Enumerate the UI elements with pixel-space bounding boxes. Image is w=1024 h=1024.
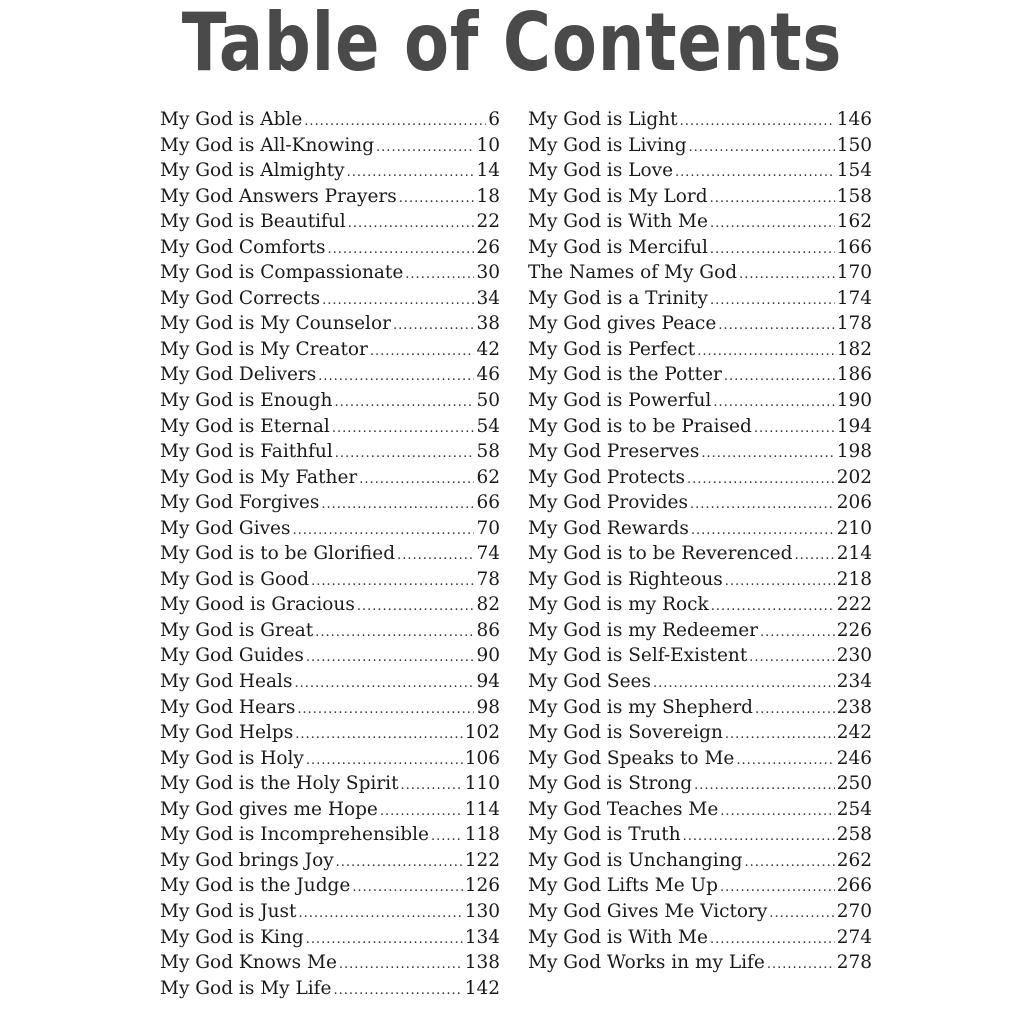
toc-entry-title: My God Corrects bbox=[160, 287, 321, 309]
toc-entry bbox=[160, 592, 500, 618]
dot-leader bbox=[713, 390, 834, 416]
toc-entry-title: My God Speaks to Me bbox=[528, 747, 735, 769]
toc-entry-page: 190 bbox=[836, 390, 872, 412]
toc-entry-page: 134 bbox=[464, 926, 500, 948]
toc-entry-page: 206 bbox=[836, 492, 872, 514]
toc-entry-page: 166 bbox=[836, 236, 872, 258]
toc-entry bbox=[528, 286, 872, 312]
dot-leader bbox=[687, 467, 835, 493]
toc-entry-title: My God Comforts bbox=[160, 236, 326, 258]
toc-entry-title: My God is Faithful bbox=[160, 441, 333, 463]
dot-leader bbox=[370, 339, 475, 365]
toc-entry-page: 34 bbox=[476, 287, 500, 309]
toc-entry-page: 58 bbox=[476, 441, 500, 463]
toc-entry-title: My God is Compassionate bbox=[160, 262, 404, 284]
dot-leader bbox=[335, 441, 475, 467]
toc-entry-title: My God is Holy bbox=[160, 747, 304, 769]
toc-entry-page: 214 bbox=[836, 543, 872, 565]
dot-leader bbox=[397, 543, 474, 569]
toc-entry-page: 154 bbox=[836, 160, 872, 182]
toc-entry bbox=[160, 976, 500, 1002]
toc-entry-page: 18 bbox=[476, 185, 500, 207]
toc-entry bbox=[160, 771, 500, 797]
dot-leader bbox=[710, 927, 835, 953]
toc-entry bbox=[528, 133, 872, 159]
toc-entry bbox=[160, 439, 500, 465]
dot-leader bbox=[769, 901, 834, 927]
toc-entry-title: My God gives me Hope bbox=[160, 798, 378, 820]
toc-entry-page: 262 bbox=[836, 849, 872, 871]
toc-entry-title: My God is Incomprehensible bbox=[160, 824, 429, 846]
toc-entry-title: My God is to be Glorified bbox=[160, 543, 396, 565]
toc-entry bbox=[160, 184, 500, 210]
toc-entry-title: My God is My Counselor bbox=[160, 313, 391, 335]
toc-entry-page: 98 bbox=[476, 696, 500, 718]
toc-entry bbox=[528, 158, 872, 184]
toc-entry-page: 266 bbox=[836, 875, 872, 897]
toc-entry-page: 38 bbox=[476, 313, 500, 335]
toc-entry bbox=[160, 414, 500, 440]
toc-entry-page: 78 bbox=[476, 568, 500, 590]
toc-entry-page: 198 bbox=[836, 441, 872, 463]
toc-entry bbox=[528, 643, 872, 669]
toc-entry bbox=[528, 260, 872, 286]
toc-entry bbox=[160, 388, 500, 414]
dot-leader bbox=[431, 824, 463, 850]
toc-entry-page: 62 bbox=[476, 466, 500, 488]
toc-entry bbox=[160, 362, 500, 388]
toc-entry bbox=[528, 695, 872, 721]
dot-leader bbox=[306, 927, 463, 953]
toc-entry bbox=[160, 516, 500, 542]
dot-leader bbox=[697, 339, 834, 365]
toc-entry-title: My God Provides bbox=[528, 492, 688, 514]
toc-right-column bbox=[528, 107, 872, 976]
dot-leader bbox=[710, 237, 835, 263]
toc-entry bbox=[528, 337, 872, 363]
toc-entry-page: 22 bbox=[476, 211, 500, 233]
toc-entry-title: My God is Strong bbox=[528, 773, 693, 795]
toc-entry-title: My God is Sovereign bbox=[528, 722, 723, 744]
dot-leader bbox=[401, 773, 463, 799]
toc-entry-title: My God is My Creator bbox=[160, 338, 368, 360]
dot-leader bbox=[689, 135, 835, 161]
toc-entry-page: 74 bbox=[476, 543, 500, 565]
toc-entry bbox=[160, 822, 500, 848]
toc-entry-title: My God is Powerful bbox=[528, 390, 712, 412]
toc-entry-title: My God is my Rock bbox=[528, 594, 709, 616]
dot-leader bbox=[694, 773, 835, 799]
toc-entry bbox=[160, 746, 500, 772]
toc-entry bbox=[528, 873, 872, 899]
toc-entry bbox=[528, 439, 872, 465]
toc-entry bbox=[528, 720, 872, 746]
dot-leader bbox=[725, 722, 835, 748]
dot-leader bbox=[315, 620, 474, 646]
toc-entry-page: 234 bbox=[836, 671, 872, 693]
toc-entry bbox=[160, 643, 500, 669]
toc-entry-page: 194 bbox=[836, 415, 872, 437]
toc-entry bbox=[160, 950, 500, 976]
toc-entry-page: 186 bbox=[836, 364, 872, 386]
toc-entry-page: 86 bbox=[476, 619, 500, 641]
dot-leader bbox=[318, 364, 474, 390]
toc-entry bbox=[160, 899, 500, 925]
toc-entry-title: My God Delivers bbox=[160, 364, 317, 386]
dot-leader bbox=[339, 952, 463, 978]
toc-entry bbox=[160, 567, 500, 593]
toc-entry bbox=[160, 873, 500, 899]
toc-entry-title: My God is to be Praised bbox=[528, 415, 752, 437]
toc-entry-title: My God is With Me bbox=[528, 211, 708, 233]
dot-leader bbox=[710, 288, 835, 314]
toc-entry bbox=[160, 107, 500, 133]
toc-entry bbox=[528, 107, 872, 133]
toc-entry bbox=[528, 771, 872, 797]
toc-entry bbox=[160, 695, 500, 721]
dot-leader bbox=[393, 313, 475, 339]
dot-leader bbox=[755, 697, 835, 723]
dot-leader bbox=[347, 160, 475, 186]
toc-entry-page: 46 bbox=[476, 364, 500, 386]
toc-entry-title: My God is a Trinity bbox=[528, 287, 708, 309]
toc-entry-title: My God is Able bbox=[160, 109, 303, 130]
toc-entry-page: 114 bbox=[464, 798, 500, 820]
toc-entry-title: My God gives Peace bbox=[528, 313, 717, 335]
toc-entry bbox=[528, 925, 872, 951]
dot-leader bbox=[322, 288, 474, 314]
dot-leader bbox=[691, 518, 835, 544]
toc-entry-title: My God is Living bbox=[528, 134, 687, 156]
toc-entry bbox=[160, 209, 500, 235]
toc-entry bbox=[528, 592, 872, 618]
dot-leader bbox=[304, 109, 486, 135]
dot-leader bbox=[352, 875, 462, 901]
toc-entry bbox=[528, 490, 872, 516]
toc-entry bbox=[528, 822, 872, 848]
toc-entry-page: 158 bbox=[836, 185, 872, 207]
toc-entry-page: 70 bbox=[476, 517, 500, 539]
toc-entry-title: My God is Truth bbox=[528, 824, 681, 846]
dot-leader bbox=[749, 645, 834, 671]
toc-entry-page: 14 bbox=[476, 160, 500, 182]
dot-leader bbox=[399, 186, 475, 212]
toc-entry-page: 250 bbox=[836, 773, 872, 795]
dot-leader bbox=[760, 620, 835, 646]
toc-entry-title: My God is Righteous bbox=[528, 568, 723, 590]
dot-leader bbox=[405, 262, 474, 288]
dot-leader bbox=[675, 160, 835, 186]
toc-entry-title: My God is With Me bbox=[528, 926, 708, 948]
toc-entry-page: 226 bbox=[836, 619, 872, 641]
toc-entry-title: My God is the Potter bbox=[528, 364, 722, 386]
toc-entry-title: My God is My Lord bbox=[528, 185, 708, 207]
dot-leader bbox=[293, 518, 475, 544]
toc-entry-title: My God Helps bbox=[160, 722, 294, 744]
toc-entry bbox=[160, 618, 500, 644]
toc-entry-title: My God Works in my Life bbox=[528, 952, 765, 974]
toc-entry bbox=[160, 669, 500, 695]
toc-entry bbox=[160, 541, 500, 567]
toc-entry-page: 26 bbox=[476, 236, 500, 258]
dot-leader bbox=[332, 416, 475, 442]
toc-entry bbox=[160, 490, 500, 516]
toc-entry-page: 210 bbox=[836, 517, 872, 539]
dot-leader bbox=[334, 390, 474, 416]
toc-entry bbox=[528, 746, 872, 772]
toc-entry-title: My God is Almighty bbox=[160, 160, 345, 182]
toc-entry-title: My God is to be Reverenced bbox=[528, 543, 793, 565]
dot-leader bbox=[701, 441, 834, 467]
toc-entry-page: 82 bbox=[476, 594, 500, 616]
toc-entry-title: My God is the Judge bbox=[160, 875, 351, 897]
toc-entry-page: 30 bbox=[476, 262, 500, 284]
toc-entry-title: My God is All-Knowing bbox=[160, 134, 375, 156]
toc-entry-page: 150 bbox=[836, 134, 872, 156]
toc-entry bbox=[528, 516, 872, 542]
toc-entry-page: 138 bbox=[464, 952, 500, 974]
dot-leader bbox=[718, 313, 834, 339]
toc-left-column bbox=[160, 107, 500, 1001]
toc-entry-page: 126 bbox=[464, 875, 500, 897]
toc-entry bbox=[160, 797, 500, 823]
dot-leader bbox=[336, 850, 463, 876]
toc-entry-page: 238 bbox=[836, 696, 872, 718]
toc-entry-title: The Names of My God bbox=[528, 262, 738, 284]
toc-entry-title: My God Knows Me bbox=[160, 952, 337, 974]
dot-leader bbox=[333, 978, 462, 1004]
toc-entry-title: My God Guides bbox=[160, 645, 304, 667]
toc-entry-page: 170 bbox=[836, 262, 872, 284]
dot-leader bbox=[357, 594, 475, 620]
toc-entry-page: 182 bbox=[836, 338, 872, 360]
toc-entry-page: 258 bbox=[836, 824, 872, 846]
dot-leader bbox=[710, 186, 835, 212]
toc-entry-page: 142 bbox=[464, 977, 500, 999]
toc-entry bbox=[528, 209, 872, 235]
dot-leader bbox=[297, 697, 474, 723]
toc-entry bbox=[528, 669, 872, 695]
toc-entry-title: My God Rewards bbox=[528, 517, 689, 539]
toc-entry-title: My God is Light bbox=[528, 109, 678, 130]
dot-leader bbox=[794, 543, 834, 569]
toc-entry bbox=[528, 899, 872, 925]
toc-entry-title: My God is the Holy Spirit bbox=[160, 773, 399, 795]
toc-entry bbox=[528, 567, 872, 593]
toc-entry bbox=[528, 618, 872, 644]
toc-entry bbox=[160, 133, 500, 159]
toc-entry bbox=[528, 465, 872, 491]
toc-entry-title: My God Answers Prayers bbox=[160, 185, 397, 207]
toc-entry-title: My God is Self-Existent bbox=[528, 645, 748, 667]
toc-entry-page: 102 bbox=[464, 722, 500, 744]
toc-entry-page: 274 bbox=[836, 926, 872, 948]
toc-entry-page: 162 bbox=[836, 211, 872, 233]
toc-entry bbox=[528, 184, 872, 210]
toc-entry-page: 50 bbox=[476, 390, 500, 412]
toc-entry-page: 230 bbox=[836, 645, 872, 667]
toc-entry-title: My God brings Joy bbox=[160, 849, 334, 871]
toc-entry bbox=[528, 541, 872, 567]
dot-leader bbox=[653, 671, 835, 697]
toc-entry-title: My God is my Redeemer bbox=[528, 619, 759, 641]
toc-entry-page: 6 bbox=[488, 109, 500, 130]
dot-leader bbox=[739, 262, 835, 288]
dot-leader bbox=[328, 237, 475, 263]
dot-leader bbox=[690, 492, 835, 518]
dot-leader bbox=[711, 594, 835, 620]
toc-entry bbox=[528, 848, 872, 874]
toc-entry-title: My God is my Shepherd bbox=[528, 696, 754, 718]
toc-entry bbox=[160, 235, 500, 261]
dot-leader bbox=[710, 211, 835, 237]
page-title: Table of Contents bbox=[181, 0, 843, 89]
dot-leader bbox=[306, 645, 475, 671]
dot-leader bbox=[754, 416, 835, 442]
toc-entry bbox=[160, 925, 500, 951]
dot-leader bbox=[736, 748, 834, 774]
toc-entry bbox=[160, 720, 500, 746]
toc-entry-page: 90 bbox=[476, 645, 500, 667]
dot-leader bbox=[725, 569, 835, 595]
toc-entry-title: My God Lifts Me Up bbox=[528, 875, 718, 897]
toc-entry-title: My God is Just bbox=[160, 900, 297, 922]
dot-leader bbox=[306, 748, 463, 774]
toc-entry-title: My God Preserves bbox=[528, 441, 700, 463]
toc-entry-page: 54 bbox=[476, 415, 500, 437]
toc-entry-title: My God Gives Me Victory bbox=[528, 900, 768, 922]
toc-entry bbox=[160, 286, 500, 312]
toc-entry bbox=[528, 362, 872, 388]
toc-entry-title: My God Sees bbox=[528, 671, 651, 693]
dot-leader bbox=[720, 875, 835, 901]
toc-entry-page: 270 bbox=[836, 900, 872, 922]
dot-leader bbox=[767, 952, 835, 978]
toc-entry-page: 254 bbox=[836, 798, 872, 820]
toc-entry-page: 246 bbox=[836, 747, 872, 769]
toc-entry-page: 178 bbox=[836, 313, 872, 335]
toc-entry bbox=[160, 158, 500, 184]
toc-entry-title: My God is Good bbox=[160, 568, 310, 590]
toc-entry-title: My God Hears bbox=[160, 696, 296, 718]
toc-entry-page: 242 bbox=[836, 722, 872, 744]
toc-entry-title: My God Gives bbox=[160, 517, 291, 539]
dot-leader bbox=[321, 492, 474, 518]
dot-leader bbox=[724, 364, 835, 390]
toc-entry-title: My God is Unchanging bbox=[528, 849, 743, 871]
toc-entry-page: 110 bbox=[464, 773, 500, 795]
toc-entry-title: My God is Great bbox=[160, 619, 314, 641]
toc-entry bbox=[160, 848, 500, 874]
dot-leader bbox=[720, 799, 834, 825]
toc-entry-page: 174 bbox=[836, 287, 872, 309]
dot-leader bbox=[380, 799, 463, 825]
toc-entry bbox=[528, 414, 872, 440]
toc-entry-page: 10 bbox=[476, 134, 500, 156]
toc-entry bbox=[528, 388, 872, 414]
toc-entry-title: My God Teaches Me bbox=[528, 798, 719, 820]
toc-entry-page: 118 bbox=[464, 824, 500, 846]
toc-entry bbox=[160, 337, 500, 363]
toc-entry-page: 66 bbox=[476, 492, 500, 514]
toc-entry-page: 278 bbox=[836, 952, 872, 974]
toc-entry-page: 122 bbox=[464, 849, 500, 871]
toc-entry-title: My God is Love bbox=[528, 160, 674, 182]
toc-entry-title: My God is Eternal bbox=[160, 415, 330, 437]
toc-entry-title: My God is Merciful bbox=[528, 236, 708, 258]
toc-entry-title: My God is Enough bbox=[160, 390, 333, 412]
toc-entry-page: 130 bbox=[464, 900, 500, 922]
dot-leader bbox=[359, 467, 474, 493]
dot-leader bbox=[376, 135, 474, 161]
toc-entry bbox=[528, 311, 872, 337]
toc-entry-title: My God is My Father bbox=[160, 466, 358, 488]
dot-leader bbox=[294, 671, 474, 697]
toc-entry-title: My God Protects bbox=[528, 466, 686, 488]
toc-entry-title: My Good is Gracious bbox=[160, 594, 355, 616]
toc-entry bbox=[160, 311, 500, 337]
toc-entry-title: My God is Beautiful bbox=[160, 211, 346, 233]
toc-entry-page: 146 bbox=[836, 109, 872, 130]
toc-entry-page: 218 bbox=[836, 568, 872, 590]
toc-entry bbox=[528, 950, 872, 976]
dot-leader bbox=[295, 722, 462, 748]
toc-entry-page: 94 bbox=[476, 671, 500, 693]
toc-entry-title: My God is My Life bbox=[160, 977, 332, 999]
toc-entry-title: My God Forgives bbox=[160, 492, 320, 514]
toc-entry bbox=[528, 235, 872, 261]
dot-leader bbox=[683, 824, 835, 850]
toc-entry bbox=[528, 797, 872, 823]
toc-entry-page: 42 bbox=[476, 338, 500, 360]
dot-leader bbox=[744, 850, 834, 876]
dot-leader bbox=[680, 109, 835, 135]
toc-entry-title: My God is King bbox=[160, 926, 304, 948]
toc-entry-page: 106 bbox=[464, 747, 500, 769]
dot-leader bbox=[348, 211, 475, 237]
toc-entry-title: My God is Perfect bbox=[528, 338, 696, 360]
toc-entry bbox=[160, 260, 500, 286]
dot-leader bbox=[311, 569, 474, 595]
toc-entry-page: 222 bbox=[836, 594, 872, 616]
toc-entry-page: 202 bbox=[836, 466, 872, 488]
toc-entry-title: My God Heals bbox=[160, 671, 293, 693]
dot-leader bbox=[298, 901, 462, 927]
toc-entry bbox=[160, 465, 500, 491]
